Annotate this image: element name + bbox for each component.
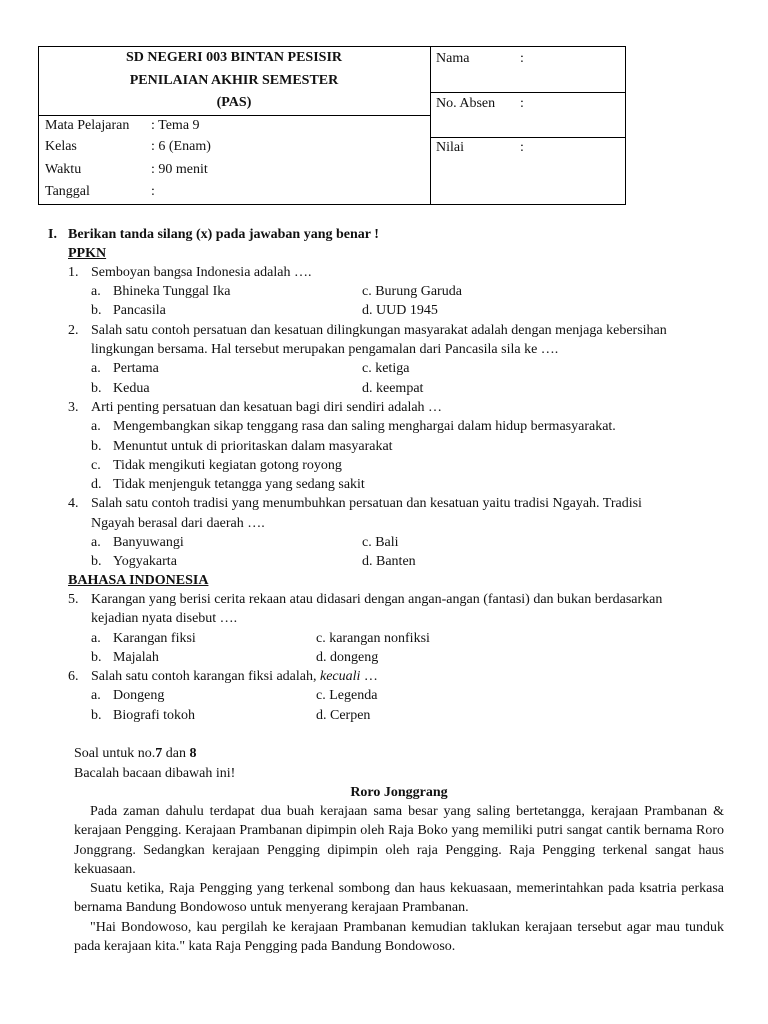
- reading-intro-text: Soal untuk no.: [74, 746, 156, 761]
- option-letter-a: a.: [91, 535, 101, 550]
- question-number: 4.: [68, 496, 79, 511]
- option-c: c. ketiga: [362, 361, 410, 376]
- option-d: d. Banten: [362, 554, 416, 569]
- option-b: Menuntut untuk di prioritaskan dalam masyarakat: [113, 439, 393, 454]
- question-text: [91, 667, 378, 686]
- option-letter-a: a.: [91, 419, 101, 434]
- reading-paragraph-3: "Hai Bondowoso, kau pergilah ke kerajaan Prambanan kemudian taklukan kerajaan tersebut agar mau tunduk pada kerajaan kita." kata Raja Pengging pada Bandung Bondowoso.: [74, 920, 724, 955]
- option-c: c. Burung Garuda: [362, 284, 462, 299]
- question-number: 1.: [68, 265, 79, 280]
- option-letter-b: b.: [91, 303, 102, 318]
- field-value-date: :: [151, 184, 155, 199]
- option-a: Pertama: [113, 361, 159, 376]
- question-text-line-1: Karangan yang berisi cerita rekaan atau didasari dengan angan-angan (fantasi) dan bukan berdasarkan: [91, 592, 663, 607]
- reading-instruction: Bacalah bacaan dibawah ini!: [74, 766, 236, 781]
- reading-intro-number-8: 8: [189, 746, 197, 761]
- field-label-time: Waktu: [45, 162, 82, 177]
- option-letter-b: b.: [91, 439, 102, 454]
- option-d: Tidak menjenguk tetangga yang sedang sakit: [113, 477, 365, 492]
- school-name: SD NEGERI 003 BINTAN PESISIR: [125, 50, 342, 65]
- option-letter-a: a.: [91, 631, 101, 646]
- question-text-main: Salah satu contoh karangan fiksi adalah,: [91, 669, 320, 684]
- option-a: Dongeng: [113, 688, 165, 703]
- question-text-emphasis: kecuali: [319, 669, 361, 684]
- option-c: c. Legenda: [316, 688, 378, 703]
- question-number: 2.: [68, 323, 79, 338]
- student-name-colon: :: [520, 51, 524, 66]
- option-a: Mengembangkan sikap tenggang rasa dan saling menghargai dalam hidup bermasyarakat.: [113, 419, 616, 434]
- section-instruction: Berikan tanda silang (x) pada jawaban yang benar !: [68, 227, 379, 242]
- option-letter-b: b.: [91, 708, 102, 723]
- option-b: Kedua: [113, 381, 150, 396]
- option-b: Majalah: [113, 650, 159, 665]
- option-letter-b: b.: [91, 554, 102, 569]
- student-absen-colon: :: [520, 96, 524, 111]
- option-b: Pancasila: [113, 303, 166, 318]
- field-label-class: Kelas: [45, 139, 77, 154]
- reading-paragraph-1: Pada zaman dahulu terdapat dua buah kerajaan sama besar yang saling bertetangga, kerajaan Prambanan & kerajaan Pengging. Kerajaan Prambanan dipimpin oleh Raja Boko yang memiliki putri sangat cantik bernama Roro Jonggrang. Sedangkan kerajaan Pengging dipimpin oleh raja Pengging. Raja Pengging terkenal sangat haus kekuasaan.: [74, 804, 724, 878]
- exam-name: PENILAIAN AKHIR SEMESTER: [129, 73, 339, 88]
- option-letter-b: b.: [91, 650, 102, 665]
- option-letter-d: d.: [91, 477, 102, 492]
- question-text-line-1: Salah satu contoh persatuan dan kesatuan dilingkungan masyarakat adalah dengan menjaga kebersihan: [91, 323, 667, 338]
- subject-bahasa-indonesia: BAHASA INDONESIA: [68, 573, 209, 588]
- reading-title: Roro Jonggrang: [350, 785, 448, 800]
- field-value-time: : 90 menit: [151, 162, 208, 177]
- field-label-date: Tanggal: [45, 184, 90, 199]
- option-b: Yogyakarta: [113, 554, 177, 569]
- question-number: 6.: [68, 669, 79, 684]
- header-right-divider-1: [430, 92, 626, 93]
- question-text: Arti penting persatuan dan kesatuan bagi diri sendiri adalah …: [91, 400, 443, 415]
- option-d: d. dongeng: [316, 650, 379, 665]
- option-c: c. Bali: [362, 535, 399, 550]
- student-score-label: Nilai: [436, 140, 464, 155]
- student-name-label: Nama: [436, 51, 470, 66]
- reading-paragraph-2: Suatu ketika, Raja Pengging yang terkenal sombong dan haus kekuasaan, memerintahkan pada ksatria perkasa bernama Bandung Bondowoso untuk menyerang kerajaan Prambanan.: [74, 881, 724, 916]
- option-d: d. UUD 1945: [362, 303, 438, 318]
- section-number: I.: [48, 227, 57, 242]
- field-label-subject: Mata Pelajaran: [45, 118, 130, 133]
- reading-intro-number-7: 7: [155, 746, 163, 761]
- question-number: 5.: [68, 592, 79, 607]
- option-b: Biografi tokoh: [113, 708, 196, 723]
- subject-ppkn: PPKN: [68, 246, 107, 261]
- option-letter-b: b.: [91, 381, 102, 396]
- exam-abbr: (PAS): [216, 95, 252, 110]
- reading-intro-and: dan: [162, 746, 190, 761]
- question-text-line-2: Ngayah berasal dari daerah ….: [91, 516, 265, 531]
- question-text-line-2: lingkungan bersama. Hal tersebut merupakan pengamalan dari Pancasila sila ke ….: [91, 342, 559, 357]
- reading-intro: [74, 744, 197, 763]
- question-number: 3.: [68, 400, 79, 415]
- student-score-colon: :: [520, 140, 524, 155]
- option-d: d. Cerpen: [316, 708, 371, 723]
- question-text-line-2: kejadian nyata disebut ….: [91, 611, 238, 626]
- question-text-line-1: Salah satu contoh tradisi yang menumbuhkan persatuan dan kesatuan yaitu tradisi Ngayah. Tradisi: [91, 496, 642, 511]
- option-c: c. karangan nonfiksi: [316, 631, 430, 646]
- question-text-tail: …: [360, 669, 378, 684]
- option-letter-c: c.: [91, 458, 101, 473]
- option-letter-a: a.: [91, 688, 101, 703]
- field-value-subject: : Tema 9: [151, 118, 200, 133]
- option-letter-a: a.: [91, 361, 101, 376]
- student-absen-label: No. Absen: [436, 96, 496, 111]
- option-a: Karangan fiksi: [113, 631, 196, 646]
- option-a: Bhineka Tunggal Ika: [113, 284, 231, 299]
- option-a: Banyuwangi: [113, 535, 184, 550]
- option-d: d. keempat: [362, 381, 424, 396]
- field-value-class: : 6 (Enam): [151, 139, 211, 154]
- header-vertical-divider: [430, 46, 431, 205]
- option-letter-a: a.: [91, 284, 101, 299]
- option-c: Tidak mengikuti kegiatan gotong royong: [113, 458, 342, 473]
- question-text: Semboyan bangsa Indonesia adalah ….: [91, 265, 312, 280]
